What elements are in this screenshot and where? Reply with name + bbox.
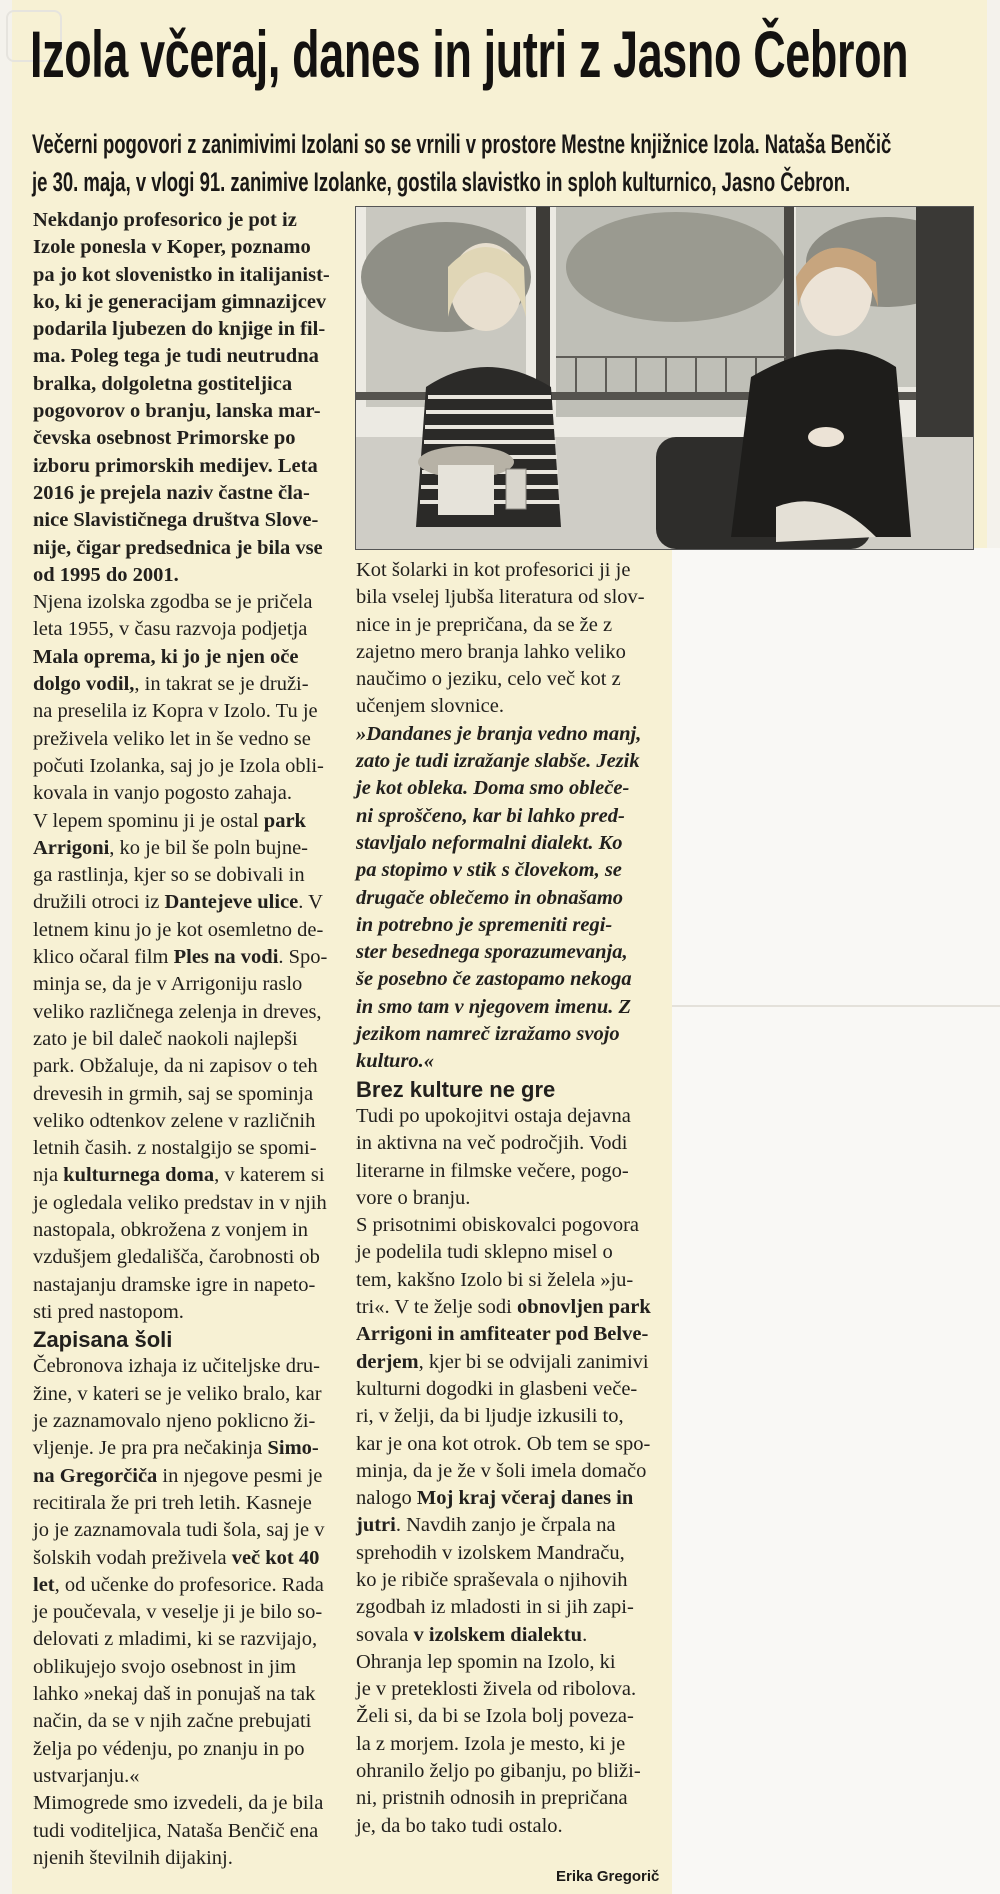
article-line: podarila ljubezen do knjige in fil- [33, 318, 326, 341]
article-line: naučimo o jeziku, celo več kot z [356, 668, 621, 691]
article-line: drevesih in grmih, saj se spominja [33, 1082, 314, 1105]
article-line: oblikujejo svojo osebnost in jim [33, 1655, 297, 1678]
article-line: recitirala že pri treh letih. Kasneje [33, 1491, 312, 1514]
article-line [33, 671, 330, 698]
quote-line: pa stopimo v stik s človekom, se [356, 859, 622, 882]
article-line: vzdušjem gledališča, čarobnosti ob [33, 1246, 320, 1269]
text-run: , in takrat se je druži- [134, 673, 309, 696]
quote-line: kulturo.« [356, 1050, 435, 1073]
fold-line [672, 1005, 1000, 1007]
text-run: družili otroci iz [33, 891, 165, 914]
article-line [356, 1485, 651, 1512]
article-line: park. Obžaluje, da ni zapisov o teh [33, 1055, 318, 1078]
text-run: V lepem spominu ji je ostal [33, 809, 264, 832]
article-line: delovati z mladimi, ki se razvijajo, [33, 1628, 318, 1651]
text-run: vljenje. Je pra pra nečakinja [33, 1437, 268, 1460]
article-line: preživela veliko let in še vedno se [33, 727, 311, 750]
bold-phrase: derjem [356, 1350, 419, 1373]
text-run: klico očaral film [33, 946, 174, 969]
article-line: čevska osebnost Primorske po [33, 427, 296, 450]
bold-phrase: več kot 40 [231, 1546, 320, 1569]
article-line: jo je zaznamovala tudi šola, saj je v [33, 1519, 325, 1542]
text-run: . V [298, 891, 323, 914]
article-line: zajetno mero branja lahko veliko [356, 640, 626, 663]
article-line: letnih časih. z nostalgijo se spomi- [33, 1137, 317, 1160]
article-line: S prisotnimi obiskovalci pogovora [356, 1214, 639, 1237]
article-line: Kot šolarki in kot profesorici ji je [356, 559, 631, 581]
article-line: zgodbah iz mladosti in si jih zapi- [356, 1596, 634, 1619]
article-line: učenjem slovnice. [356, 695, 505, 718]
lead-line: Večerni pogovori z zanimivimi Izolani so se vrnili v prostore Mestne knjižnice Izola. Nataša Benčič [32, 129, 892, 159]
article-line: ko je ribiče spraševala o njihovih [356, 1568, 628, 1591]
article-column-left [33, 207, 330, 1872]
article-line: bralka, dolgoletna gostiteljica [33, 372, 293, 395]
article-line: nice Slavističnega društva Slove- [33, 509, 319, 532]
article-byline: Erika Gregorič [556, 1868, 660, 1885]
article-line: sprehodih v izolskem Mandraču, [356, 1541, 625, 1564]
article-line: ustvarjanju.« [33, 1764, 140, 1787]
article-line: Izole ponesla v Koper, poznamo [33, 236, 311, 259]
bold-phrase: obnovljen park [516, 1296, 651, 1319]
article-line: pa jo kot slovenistko in italijanist- [33, 263, 330, 286]
article-line: minja se, da je v Arrigoniju raslo [33, 973, 303, 996]
quote-line: zato je tudi izražanje slabše. Jezik [356, 750, 640, 773]
article-line: leta 1955, v času razvoja podjetja [33, 618, 308, 641]
bold-phrase: Moj kraj včeraj danes in [416, 1487, 634, 1510]
bold-phrase: Simo- [267, 1437, 319, 1460]
article-line: njenih številnih dijakinj. [33, 1846, 233, 1869]
article-line: literarne in filmske večere, pogo- [356, 1159, 629, 1182]
article-line [356, 1294, 651, 1321]
bold-phrase: Arrigoni [33, 836, 110, 859]
quote-line: in smo tam v njegovem imenu. Z [356, 995, 632, 1018]
quote-line: stavljalo neformalni dialekt. Ko [356, 831, 623, 854]
text-run: šolskih vodah preživela [33, 1546, 232, 1569]
bold-phrase: jutri [356, 1514, 396, 1537]
bold-phrase: v izolskem dialektu [413, 1623, 583, 1646]
article-line: tem, kakšno Izolo bi si želela »ju- [356, 1268, 634, 1291]
bold-phrase: kulturnega doma [63, 1164, 215, 1187]
article-line: Njena izolska zgodba se je pričela [33, 591, 313, 614]
text-run: , od učenke do profesorice. Rada [54, 1573, 324, 1596]
article-line [33, 1435, 330, 1462]
article-line: Nekdanjo profesorico je pot iz [33, 209, 297, 231]
article-line: lahko »nekaj daš in ponujaš na tak [33, 1683, 316, 1706]
article-line: je zaznamovalo njeno poklicno ži- [33, 1410, 316, 1433]
article-line: zato je bil daleč naokoli najlepši [33, 1027, 298, 1050]
article-line: je ogledala veliko predstav in v njih [33, 1191, 327, 1214]
article-line [33, 1545, 330, 1572]
text-run: , ko je bil še poln bujne- [109, 836, 309, 859]
article-line [356, 1512, 651, 1539]
article-line: Arrigoni in amfiteater pod Belve- [356, 1323, 649, 1346]
article-line: Ohranja lep spomin na Izolo, ki [356, 1650, 616, 1673]
article-line: počuti Izolanka, saj jo je Izola obli- [33, 754, 324, 777]
quote-line: še posebno če zastopamo nekoga [356, 968, 632, 991]
bold-phrase: Dantejeve ulice [164, 891, 299, 914]
article-line: la z morjem. Izola je mesto, ki je [356, 1732, 626, 1755]
section-subheading: Brez kulture ne gre [356, 1076, 556, 1102]
article-line: kulturni dogodki in glasbeni veče- [356, 1377, 638, 1400]
article-lead [32, 125, 977, 201]
quote-line: jezikom namreč izražamo svojo [356, 1023, 620, 1046]
article-line: Tudi po upokojitvi ostaja dejavna [356, 1104, 631, 1127]
article-line: in aktivna na več področjih. Vodi [356, 1132, 628, 1155]
quote-line: drugače oblečemo in obnašamo [356, 886, 624, 909]
article-line: nastopala, obkrožena z vonjem in [33, 1218, 308, 1241]
article-line: ma. Poleg tega je tudi neutrudna [33, 345, 319, 368]
text-run: tri«. V te želje sodi [356, 1296, 517, 1319]
blank-scan-area [672, 548, 1000, 1894]
text-run: . Navdih zanjo je črpala na [395, 1514, 616, 1537]
lead-line: je 30. maja, v vlogi 91. zanimive Izolanke, gostila slavistko in sploh kulturnico, Jasno Čebron. [32, 167, 851, 197]
article-line [33, 835, 330, 862]
article-line [33, 808, 330, 835]
article-line: 2016 je prejela naziv častne čla- [33, 481, 310, 504]
quote-line: ni sproščeno, kar bi lahko pred- [356, 804, 625, 827]
article-line [33, 1572, 330, 1599]
article-line: ga rastlinja, kjer so se dobivali in [33, 864, 305, 887]
article-line: tudi voditeljica, Nataša Benčič ena [33, 1819, 319, 1842]
article-line: Želi si, da bi se Izola bolj poveza- [356, 1705, 634, 1728]
bold-phrase: Ples na vodi [173, 946, 279, 969]
article-line: ohranilo željo po gibanju, po bliži- [356, 1760, 641, 1783]
text-run: in njegove pesmi je [157, 1464, 323, 1487]
article-line: želja po védenju, po znanju in po [33, 1737, 305, 1760]
article-line [33, 889, 330, 916]
article-line: letnem kinu jo je kot osemletno de- [33, 918, 324, 941]
article-line: vore o branju. [356, 1186, 471, 1209]
article-line: nice in je prepričana, da se že z [356, 613, 613, 636]
article-line: kovala in vanjo pogosto zahaja. [33, 782, 293, 805]
article-line [356, 1349, 651, 1376]
text-run: nja [33, 1164, 64, 1187]
bold-phrase: na Gregorčiča [33, 1464, 158, 1487]
article-line: je podelila tudi sklepno misel o [356, 1241, 613, 1264]
article-photo [355, 206, 974, 550]
article-line: na preselila iz Kopra v Izolo. Tu je [33, 700, 318, 723]
bold-phrase: let [33, 1573, 55, 1596]
article-line: način, da se v njih začne prebujati [33, 1710, 312, 1733]
article-line: je poučevala, v veselje ji je bilo so- [33, 1601, 323, 1624]
article-line: ko, ki je generacijam gimnazijcev [33, 290, 327, 313]
article-line: nastajanju dramske igre in napeto- [33, 1273, 316, 1296]
article-title: Izola včeraj, danes in jutri z Jasno Čebron [30, 17, 909, 91]
article-line: nije, čigar predsednica je bila vse [33, 536, 323, 559]
text-run: , v katerem si [214, 1164, 325, 1187]
article-line [33, 944, 330, 971]
text-run: , kjer bi se odvijali zanimivi [418, 1350, 649, 1373]
article-line [356, 1622, 651, 1649]
quote-line: je kot obleka. Doma smo obleče- [356, 777, 630, 800]
article-line: veliko odtenkov zelene v različnih [33, 1109, 316, 1132]
bold-phrase: dolgo vodil, [33, 673, 135, 696]
article-line [33, 1162, 330, 1189]
article-line: Mimogrede smo izvedeli, da je bila [33, 1792, 324, 1815]
text-run: . [582, 1623, 588, 1646]
article-line: je v preteklosti živela od ribolova. [356, 1678, 637, 1701]
article-line: pogovorov o branju, lanska mar- [33, 400, 321, 423]
article-line: veliko različnega zelenja in dreves, [33, 1000, 322, 1023]
article-line: izboru primorskih medijev. Leta [33, 454, 318, 477]
article-line: bila vselej ljubša literatura od slov- [356, 586, 645, 609]
article-line [33, 1463, 330, 1490]
quote-line: ster besednega sporazumevanja, [356, 941, 628, 964]
quote-line: in potrebno je spremeniti regi- [356, 913, 613, 936]
article-line: sti pred nastopom. [33, 1300, 184, 1323]
article-line: ri, v želji, da bi ljudje izkusili to, [356, 1405, 624, 1428]
article-line: kar je ona kot otrok. Ob tem se spo- [356, 1432, 651, 1455]
text-run: sovala [356, 1623, 414, 1646]
section-subheading: Zapisana šoli [33, 1327, 173, 1353]
text-run: . Spo- [278, 946, 328, 969]
article-line: od 1995 do 2001. [33, 563, 179, 586]
article-line: minja, da je že v šoli imela domačo [356, 1459, 647, 1482]
article-line: ni, pristnih odnosih in prepričana [356, 1787, 628, 1810]
article-column-right [356, 557, 651, 1840]
text-run: nalogo [356, 1487, 417, 1510]
article-line: žine, v kateri se je veliko bralo, kar [33, 1382, 322, 1405]
quote-line: »Dandanes je branja vedno manj, [356, 722, 642, 745]
article-line: Čebronova izhaja iz učiteljske dru- [33, 1355, 320, 1378]
article-line: Mala oprema, ki jo je njen oče [33, 645, 299, 668]
bold-phrase: park [263, 809, 306, 832]
article-line: je, da bo tako tudi ostalo. [356, 1814, 563, 1837]
